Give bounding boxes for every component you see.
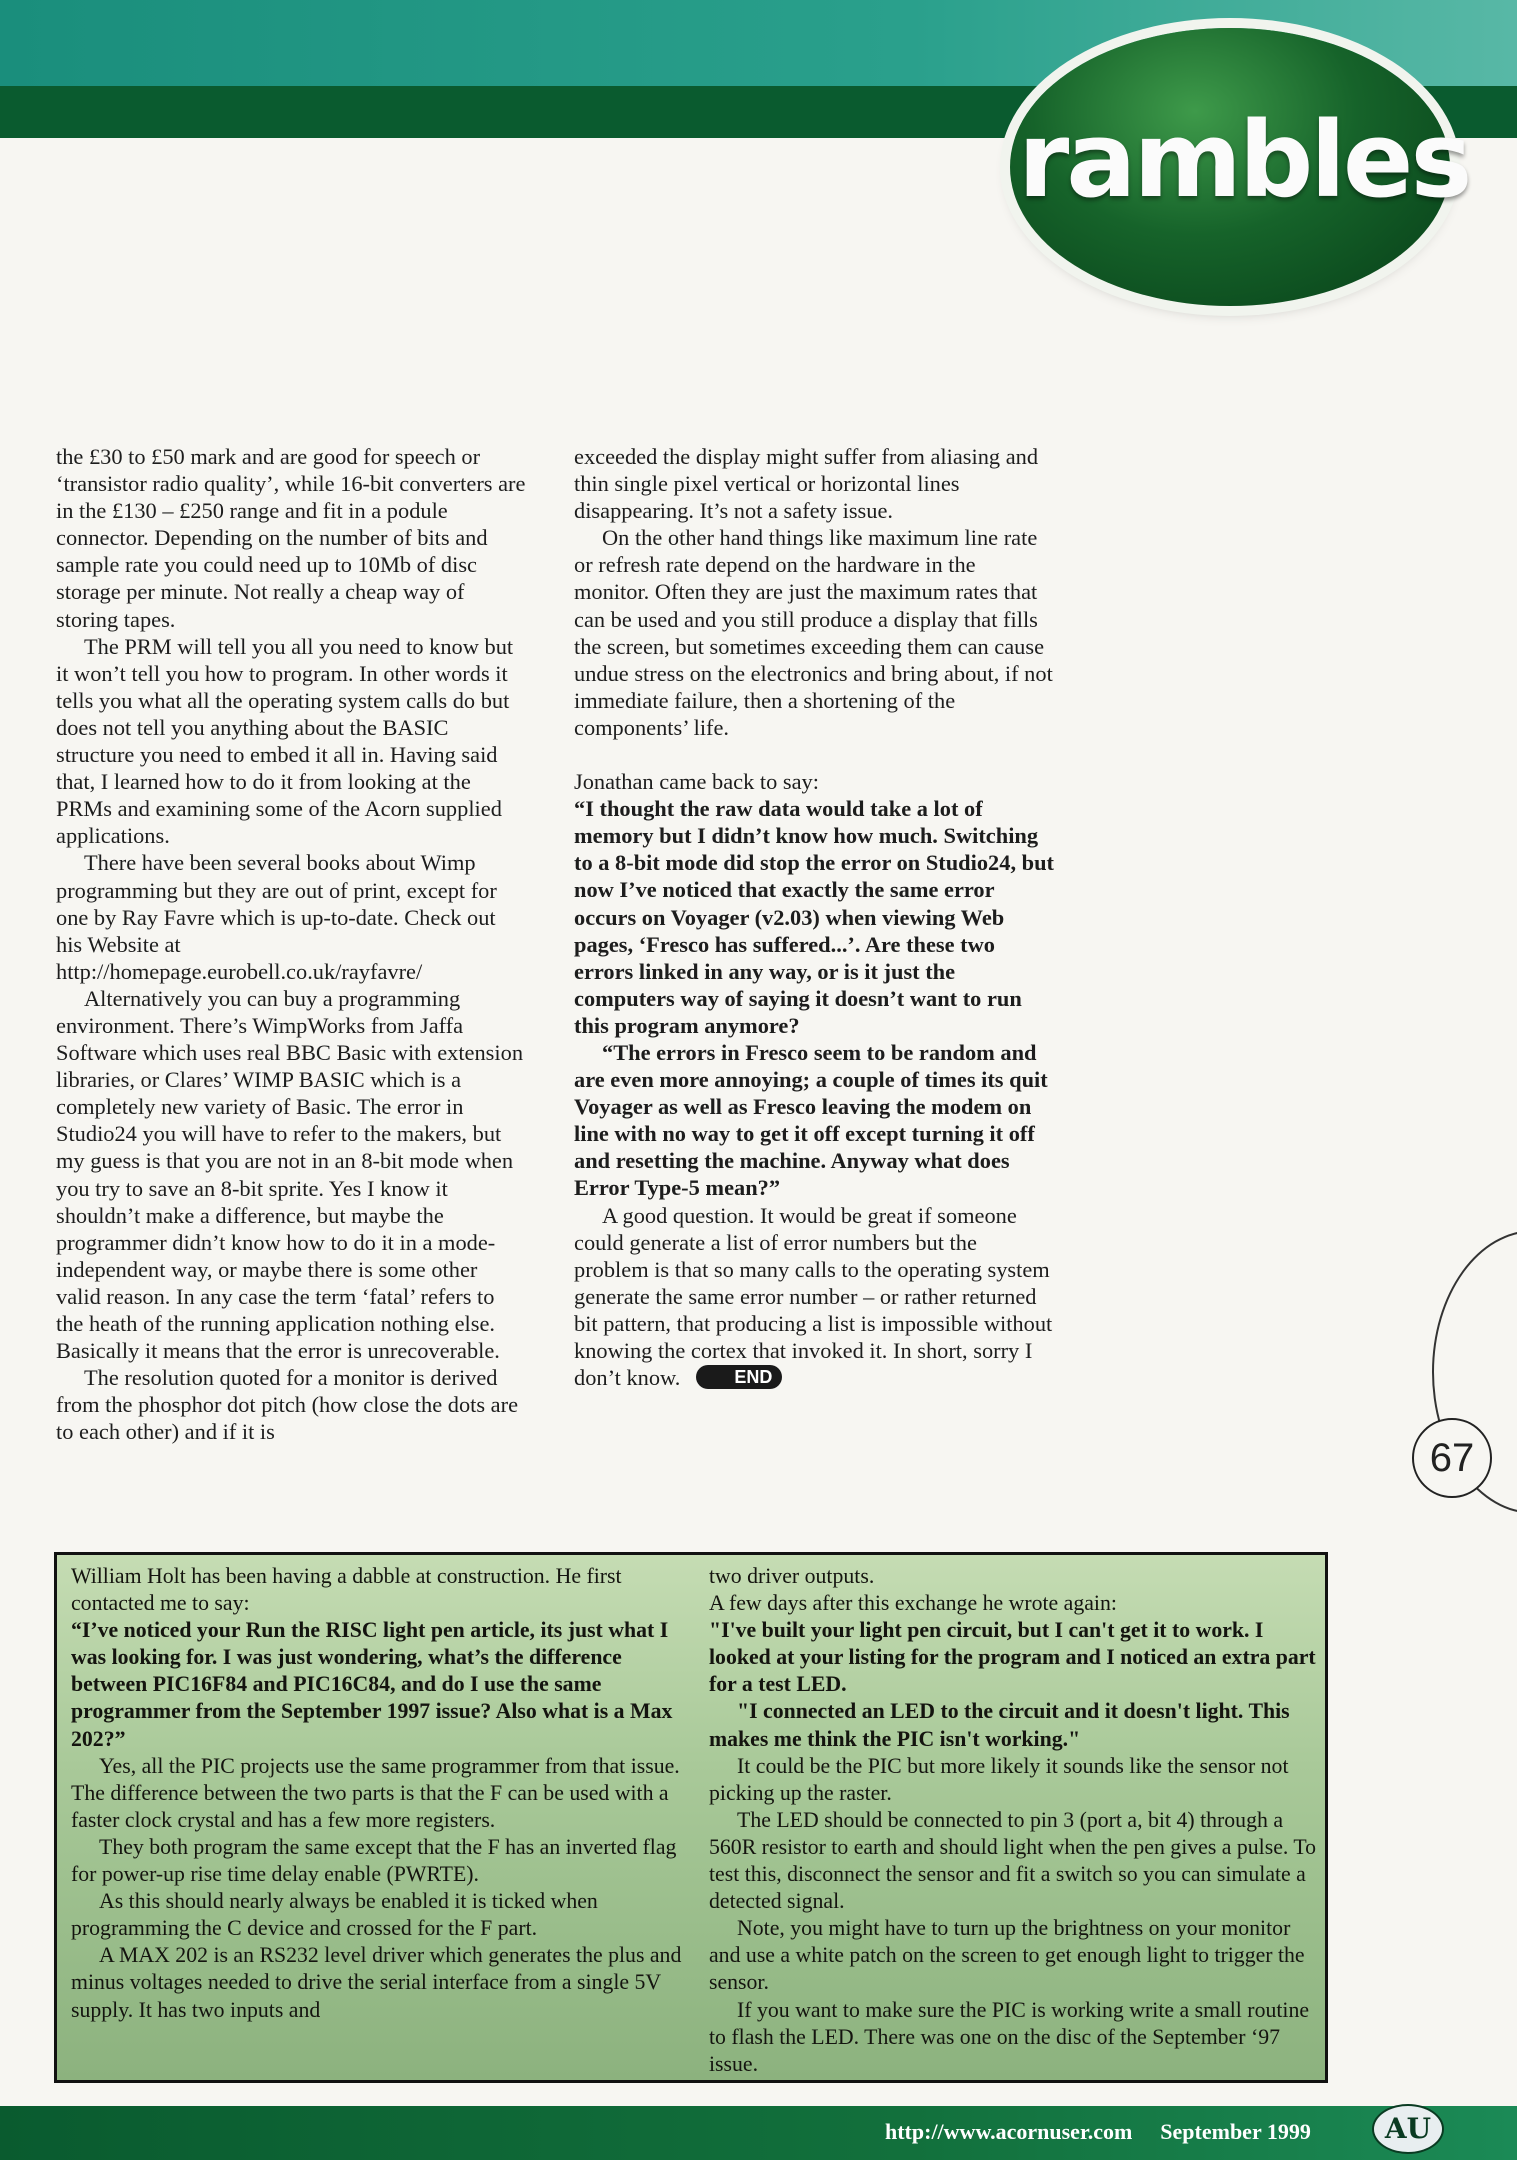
paragraph: On the other hand things like maximum line rate or refresh rate depend on the hardware in the monitor. Often they are just the maximum rates that can be used and you still produce a display that fills the screen, but sometimes exceeding them can cause undue stress on the electronics and bring about, if not immediate failure, then a shortening of the components’ life. bbox=[574, 525, 1053, 740]
article-column-1 bbox=[56, 443, 526, 1445]
letter-box bbox=[54, 1552, 1328, 2083]
footer-url[interactable]: http://www.acornuser.com bbox=[885, 2119, 1133, 2144]
paragraph: The PRM will tell you all you need to know but it won’t tell you how to program. In other words it tells you what all the operating system calls do but does not tell you anything about the BASIC structure you need to embed it all in. Having said that, I learned how to do it from looking at the PRMs and examining some of the Acorn supplied applications. bbox=[56, 633, 514, 849]
reader-quote: “I’ve noticed your Run the RISC light pen article, its just what I was looking for. I was just wondering, what’s the difference between PIC16F84 and PIC16C84, and do I use the same programmer from the September 1997 issue? Also what is a Max 202?” bbox=[71, 1618, 673, 1751]
reader-quote: “I thought the raw data would take a lot of memory but I didn’t know how much. Switching to a 8-bit mode did stop the error on Studio24, but now I’ve noticed that exactly the same error occurs on Voyager (v2.03) when viewing Web pages, ‘Fresco has suffered...’. Are these two errors linked in any way, or is it just the computers way of saying it doesn’t want to run this program anymore? bbox=[574, 796, 1054, 1038]
page-number: 67 bbox=[1412, 1418, 1492, 1498]
paragraph: As this should nearly always be enabled it is ticked when programming the C device and crossed for the F part. bbox=[71, 1889, 598, 1941]
paragraph: two driver outputs. bbox=[709, 1564, 875, 1588]
reader-quote: "I connected an LED to the circuit and it doesn't light. This makes me think the PIC isn't working." bbox=[709, 1699, 1290, 1751]
answer-text: A good question. It would be great if someone could generate a list of error numbers but the problem is that so many calls to the operating system generate the same error number – or rather returned bit pattern, that producing a list is impossible without knowing the cortex that invoked it. In short, sorry I don’t know. bbox=[574, 1202, 1053, 1391]
paragraph: William Holt has been having a dabble at construction. He first contacted me to say: bbox=[71, 1564, 622, 1616]
paragraph: A MAX 202 is an RS232 level driver which generates the plus and minus voltages needed to drive the serial interface from a single 5V supply. It has two inputs and bbox=[71, 1943, 682, 2022]
paragraph: The resolution quoted for a monitor is derived from the phosphor dot pitch (how close the dots are to each other) and if it is bbox=[56, 1365, 519, 1445]
paragraph: A few days after this exchange he wrote again: bbox=[709, 1591, 1117, 1616]
au-logo-icon: AU bbox=[1372, 2104, 1444, 2154]
footer-issue-date: September 1999 bbox=[1160, 2119, 1311, 2144]
paragraph: The LED should be connected to pin 3 (port a, bit 4) through a 560R resistor to earth and should light when the pen gives a pulse. To test this, disconnect the sensor and fit a switch so you can simulate a detected signal. bbox=[709, 1807, 1317, 1914]
reader-quote: “The errors in Fresco seem to be random and are even more annoying; a couple of times its quit Voyager as well as Fresco leaving the modem on line with no way to get it off except turning it off and resetting the machine. Anyway what does Error Type-5 mean?” bbox=[574, 1039, 1048, 1201]
end-badge: END bbox=[696, 1365, 782, 1389]
paragraph: exceeded the display might suffer from aliasing and thin single pixel vertical or horizontal lines disappearing. It’s not a safety issue. bbox=[574, 444, 1039, 524]
paragraph: Note, you might have to turn up the brightness on your monitor and use a white patch on the screen to get enough light to trigger the sensor. bbox=[709, 1916, 1305, 1995]
section-title: rambles bbox=[1018, 99, 1470, 221]
paragraph bbox=[574, 1202, 1054, 1392]
article-column-2 bbox=[574, 443, 1054, 1391]
reader-quote: "I've built your light pen circuit, but I can't get it to work. I looked at your listing for the program and I noticed an extra part for a test LED. bbox=[709, 1618, 1316, 1697]
paragraph: There have been several books about Wimp programming but they are out of print, except for one by Ray Favre which is up-to-date. Check out his Website at http://homepage.eurobell.co.uk/rayfavre/ bbox=[56, 850, 497, 984]
paragraph: It could be the PIC but more likely it sounds like the sensor not picking up the raster. bbox=[709, 1753, 1289, 1805]
letter-box-column-2 bbox=[709, 1563, 1317, 2078]
paragraph: the £30 to £50 mark and are good for speech or ‘transistor radio quality’, while 16-bit converters are in the £130 – £250 range and fit in a podule connector. Depending on the number of bits and sample rate you could need up to 10Mb of disc storage per minute. Not really a cheap way of storing tapes. bbox=[56, 444, 526, 632]
paragraph: If you want to make sure the PIC is working write a small routine to flash the LED. There was one on the disc of the September ‘97 issue. bbox=[709, 1997, 1310, 2076]
letter-box-column-1 bbox=[71, 1563, 689, 2024]
paragraph: Alternatively you can buy a programming environment. There’s WimpWorks from Jaffa Software which uses real BBC Basic with extension libraries, or Clares’ WIMP BASIC which is a completely new variety of Basic. The error in Studio24 you will have to refer to the makers, but my guess is that you are not in an 8-bit mode when you try to save an 8-bit sprite. Yes I know it shouldn’t make a difference, but maybe the programmer didn’t know how to do it in a mode-independent way, or maybe there is some other valid reason. In any case the term ‘fatal’ refers to the heath of the running application nothing else. Basically it means that the error is unrecoverable. bbox=[56, 985, 524, 1364]
paragraph: Jonathan came back to say: bbox=[574, 769, 819, 795]
paragraph: They both program the same except that the F has an inverted flag for power-up rise time delay enable (PWRTE). bbox=[71, 1834, 677, 1887]
footer bbox=[885, 2112, 1311, 2152]
paragraph: Yes, all the PIC projects use the same programmer from that issue. The difference between the two parts is that the F can be used with a faster clock crystal and has a few more registers. bbox=[71, 1753, 680, 1832]
